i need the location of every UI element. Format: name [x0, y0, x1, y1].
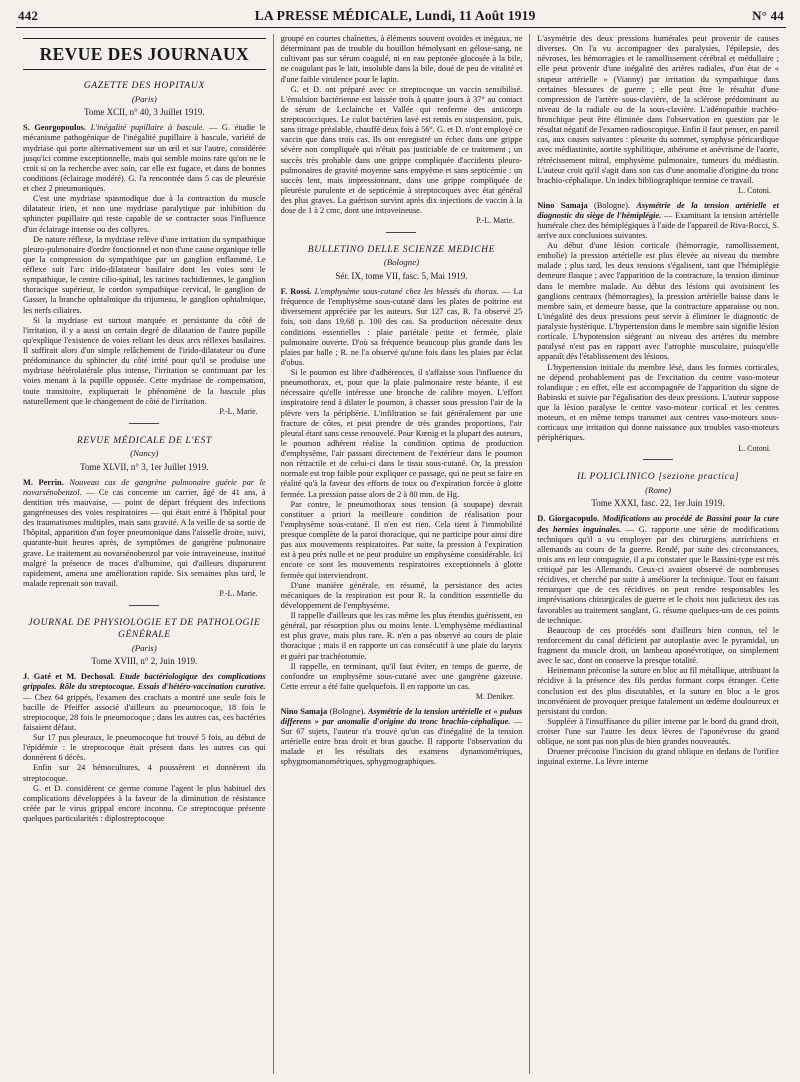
paragraph: L'hypertension initiale du membre lésé, dans les formes corticales, ne dépend probablement pas de l'excitation du centre vaso-moteur rolandique ; en effet, elle est accompagnée de l'apparition du signe de Babinski et suivie par l'égalisation des deux pressions. L'auteur suppose que la lésion paralyse le centre vaso-moteur cortical et les centres moteurs, et en même temps transmet aux centres vaso-moteurs sous-corticaux une irritation qui donne naissance aux troubles vaso-moteurs périphériques. — [537, 362, 779, 443]
article-text: — La fréquence de l'emphysème sous-cutané dans les plaies de poitrine est diversement appréciée par les auteurs. Sur 127 cas, R. l'a observé 25 fois, soit dans 19,68 p. 100 des cas. Sa production nécessite deux conditions essentielles : plaie pariétale petite et fermée, plaie pulmonaire ouverte. D'où sa fréquence beaucoup plus grande dans les plaies par balle ; R. ne l'a observé qu'une fois dans les plaies par éclat d'obus. — [280, 287, 523, 367]
paragraph: Beaucoup de ces procédés sont d'ailleurs bien connus, tel le renforcement du canal déficient par autoplastie avec le pyramidal, un fragment du muscle droit, un lambeau aponévrotique, ou simplement avec le sac, dont on conserve la presque totalité. — [537, 625, 779, 666]
article-place: (Bologne). — [329, 706, 366, 716]
column-1 — [16, 34, 273, 1074]
paragraph: Par contre, le pneumothorax sous tension (à soupape) devrait constituer a priori la meilleure condition de réalisation pour l'emphysème sous-cutané. Il n'en est rien. Cela tient à l'immobilité presque complète de la paroi thoracique, qui ne participe pour ainsi dire pas aux mouvements respiratoires. Par suite, la pression à l'expiration est à peu près nulle et ne peut produire un emphysème considérable. Ici encore ce sont les mouvements respiratoires exceptionnels à glotte fermée qui interviendront. — [280, 499, 523, 580]
column-2 — [273, 34, 530, 1074]
paragraph: groupé en courtes chaînettes, à éléments souvent ovoïdes et inégaux, ne déterminant pas de trouble du bouillon hémolysant en gélose-sang, ne cultivant pas sur sérum coagulé, ni en eau peptonée glucosée à la bile, ne coagulant pas le lait, insoluble dans la bile, doué de peu de vitalité et d'une faible virulence pour le lapin. — [280, 34, 523, 84]
signature: M. Deniker. — [475, 692, 515, 702]
journal-place: (Bologne) — [383, 257, 420, 268]
paragraph: De nature réflexe, la mydriase relève d'une irritation du sympathique pleuro-pulmonaire d'ordre fonctionnel et non d'une cause organique telle que la compression du sympathique par un ganglion enflammé. Le réflexe suit l'arc irido-dilatateur basilaire dont les voies sont le sympathique, le centre cilio-spinal, les racines rachidiennes, le ganglion thoracique supérieur, le cordon sympathique cervical, le ganglion de Gasser, la branche ophtalmique du trijumeau, le ganglion ophtalmique, les nerfs ciliaires. — [23, 234, 266, 315]
running-head — [16, 8, 786, 28]
journal-place: (Nancy) — [130, 448, 159, 459]
signature: P.-L. Marie. — [476, 216, 515, 226]
journal-title: JOURNAL DE PHYSIOLOGIE ET DE PATHOLOGIE GÉNÉRALE — [28, 616, 261, 641]
journal-issue: Tome XCII, n° 40, 3 Juillet 1919. — [83, 107, 205, 118]
article-text: — G. étudie le mécanisme pathogénique de l'inégalité pupillaire à bascule, variété de mydriase qui porte alternativement sur un œil et sur l'autre, considérée jusqu'ici comme exceptionnelle, mais qui semble moins rare qu'on ne le croit si on la recherche avec soin, car elle est fugace, et dans de bonnes conditions (éclairage modéré). G. l'a rencontrée dans 5 cas de pleurésie et chez 2 pneumoniques. — [23, 123, 266, 194]
article — [23, 123, 266, 194]
article-author: M. Perrin. — [23, 477, 64, 487]
article-author: S. Georgopoulos. — [23, 123, 87, 133]
paragraph: Suppléer à l'insuffisance du pilier interne par le bord du grand droit, croiser l'une sur l'autre les deux lèvres de l'aponévrose du grand oblique, ne sont pas non plus de bien grandes nouveautés. — [537, 716, 779, 747]
article-author: J. Gaté et M. Dechosal. — [23, 672, 115, 682]
article-title: Asymétrie de la tension artérielle et diagnostic du siège de l'hémiplégie. — [537, 200, 779, 220]
article-text: — Sur 67 sujets, l'auteur n'a trouvé qu'un cas d'inégalité de la tension artérielle entre bras droit et bras gauche. Il rapporte l'observation du malade et les résultats des examens dynamométriques, sphygmomanométriques, sphygmographiques. — [280, 716, 523, 767]
publication-title: LA PRESSE MÉDICALE, Lundi, 11 Août 1919 — [254, 8, 536, 23]
article — [537, 201, 779, 242]
paragraph: L'asymétrie des deux pressions humérales peut provenir de causes diverses. On l'a vu accompagner des paralysies, l'épilepsie, des névroses, les hémorragies et le ramollissement cérébral et médullaire ; elle peut provenir d'une inégalité des artères radiales, d'un état de « stupeur artérielle » (Vianny) par irritation du sympathique dans certaines blessures de guerre ; elle peut être le résultat d'une compression de l'artère sous-clavière, de la sclérose prédominant au niveau de la radiale ou de la sous-clavière. L'adénopathie trachéo-bronchique peut être éliminée dans l'observation en question par le résultat négatif de l'examen radioscopique. Enfin il faut penser, en pareil cas, aux causes suivantes : pleurite du sommet, symphyse péricardique avec médiastinite, aortite syphilitique, athérome et anévrisme de l'aorte, rétrécissement mitral, emphysème pulmonaire, tumeurs du médiastin. L'auteur croit qu'il s'agit dans son cas d'une anomalie d'origine du tronc brachio-céphalique. Un index bibliographique termine ce travail. — [537, 34, 779, 185]
article-title: Nouveau cas de gangrène pulmonaire guérie par le novarsénobenzol. — [23, 477, 266, 497]
paragraph: Il rappelle d'ailleurs que les cas même les plus étendus guérissent, en général, par résorption plus ou moins lente. L'emphysème médiastinal est plus grave, mais plus rare. R. n'en a pas observé au cours de plaie thoracique ; mais il en rapporte un cas consécutif à une plaie du larynx et guéri par trachéotomie. — [280, 611, 523, 661]
paragraph: Il rappelle, en terminant, qu'il faut éviter, en temps de guerre, de confondre un emphysème sous-cutané avec une gangrène gazeuse. Cette erreur a été faite quelquefois. Il en rapporte un cas. — [280, 661, 523, 691]
journal-title: GAZETTE DES HOPITAUX — [83, 80, 205, 92]
article-title: Modifications au procédé de Bassini pour la cure des hernies inguinales. — [537, 514, 779, 534]
signature: P.-L. Marie. — [219, 589, 258, 598]
article-author: D. Giorgacopulo. — [537, 514, 600, 524]
journal-issue: Tome XVIII, n° 2, Juin 1919. — [91, 656, 198, 667]
article-title: Asymétrie de la tension artérielle et « pulsus differens » par anomalie d'origine du tronc brachio-céphalique. — [280, 706, 523, 726]
article — [23, 478, 266, 589]
separator-rule — [386, 232, 416, 233]
article-text: — Examinant la tension artérielle humérale chez des hémiplégiques à l'aide de l'appareil de Riva-Rocci, S. arrive aux conclusions suivantes. — [537, 210, 779, 240]
paragraph: Enfin sur 24 hémocultures, 4 poussèrent et donnèrent du streptocoque. — [23, 763, 266, 783]
rubric-title: REVUE DES JOURNAUX — [23, 38, 266, 70]
column-3 — [529, 34, 786, 1074]
paragraph: Si le poumon est libre d'adhérences, il s'affaisse sous l'influence du pneumothorax, et, pour que la plaie pulmonaire reste béante, il est nécessaire qu'elle intéresse une bronche de calibre moyen. L'effort inspiratoire tend à dilater le poumon, à chasser sous pression l'air de la plèvre vers la périphérie. L'infiltration se fait généralement par une fracture de côtes, et peut prendre de très grandes proportions, l'air pleural étant sans cesse renouvelé. Pour Kœnig et la plupart des auteurs, le poumon adhérent réalise la condition optima de production d'emphysème, l'air passant directement de l'extérieur dans le poumon non rétractile et de celui-ci dans le tissu sous-cutané. Or, la pression normale est trop faible pour expliquer ce passage, qui ne peut se faire en réalité qu'à la faveur des efforts de toux ou d'expiration forcée à glotte fermée. La pression passe alors de 2 à 80 mm. de Hg. — [280, 368, 523, 499]
paragraph: D'une manière générale, en résumé, la persistance des actes mécaniques de la respiration est pour R. la condition essentielle du développement de l'emphysème. — [280, 580, 523, 610]
journal-place: (Paris) — [131, 93, 157, 104]
journal-place: (Paris) — [131, 642, 157, 653]
journal-place: (Rome) — [645, 484, 672, 495]
journal-title: IL POLICLINICO [sezione practica] — [577, 471, 740, 483]
article-place: (Bologne). — [594, 200, 630, 210]
paragraph: G. et D. ont préparé avec ce streptocoque un vaccin sensibilisé. L'émulsion bactérienne est laissée trois à quatre jours à 37° au contact de sérum de Leclainche et Vallée qui renferme des anticorps streptococciques. Le culot bactérien lavé est remis en suspension, puis, sans titrage préalable, chauffé deux fois à 56°. G. et D. n'ont employé ce vaccin que dans trois cas. Ils ont enregistré un échec dans une grippe sévère non compliquée qui n'était pas justiciable de ce traitement ; un succès très probable dans une grippe compliquée d'accidents pleuro-pulmonaires de gravité moyenne sans empyème et sans septicémie : un succès lent, mais impressionnant, dans une grippe compliquée de pleurésie purulente et de septicémie à streptocoques avec état général des plus graves. La guérison survint après dix injections de vaccin à la dose de 1 à 2 cmc, dont une intraveineuse. — [280, 84, 523, 216]
article-title: Etude bactériologique des complications grippales. Rôle du streptocoque. Essais d'hétéro-vaccination curative. — [23, 672, 266, 692]
signature: L. Cotoni. — [738, 443, 771, 453]
page-number: 442 — [18, 8, 39, 23]
article-title: L'inégalité pupillaire à bascule. — [90, 123, 205, 133]
journal-title: REVUE MÉDICALE DE L'EST — [76, 434, 212, 446]
article-text: — G. rapporte une série de modifications techniques qu'il a vu employer par des chirurgiens autrichiens et allemands au cours de la guerre. Rendé, par suite des circonstances, trois ans en leur compagnie, il a pu constater que le Bassini-type est très critiqué par les Allemands. Ceux-ci avaient observé de nombreuses récidives, et cherché par suite à améliorer la technique. Tout en faisant remarquer que de ces récidives on peut rendre responsables les imprévisations chirurgicales de guerre et le choix non judicieux des cas favorables au traitement sanglant, G. résume quelques-uns de ces points de technique. — [537, 524, 779, 625]
article-author: Nino Samaja — [537, 200, 588, 210]
separator-rule — [129, 423, 159, 424]
paragraph: C'est une mydriase spasmodique due à la contraction du muscle dilatateur irien, et non une mydriase paralytique par inhibition du sphincter pupillaire qui reste capable de se contracter sous l'influence d'un éclairage intense ou des collyres. — [23, 194, 266, 234]
three-columns — [16, 34, 786, 1074]
paragraph: Sur 17 pus pleuraux, le pneumocoque fut trouvé 5 fois, au début de l'épidémie : le streptocoque était présent dans les autres cas qui donnèrent 6 décès. — [23, 733, 266, 763]
paragraph: G. et D. considèrent ce germe comme l'agent le plus habituel des complications développées à la faveur de la diminution de résistance créée par le virus grippal encore inconnu. Ce streptocoque présente quelques particularités : diplostreptocoque — [23, 783, 266, 824]
article-title: L'emphysème sous-cutané chez les blessés du thorax. — [314, 287, 499, 297]
issue-number: N° 44 — [752, 8, 784, 23]
journal-issue: Sér. IX, tome VII, fasc. 5, Mai 1919. — [335, 271, 468, 282]
paragraph: Druener préconise l'incision du grand oblique en dedans de l'orifice inguinal externe. La lèvre interne — [537, 747, 779, 767]
article — [281, 707, 523, 768]
article-author: Nino Samaja — [280, 706, 328, 716]
paragraph: Si la mydriase est surtout marquée et persistante du côté de l'irritation, il y a aussi un certain degré de dilatation de l'autre pupille qu'explique l'existence de voies reliant les deux arcs réflexes basilaires. Il suffirait alors d'un simple relâchement de l'irido-dilatateur ou d'une prédominance du sphincter du côté irrité pour qu'il se produise une mydriase hétérolatérale plus intense, l'irritation se continuant par les voies menant à la pupille opposée. Cette mydriase de compensation, toute transitoire, expliquerait le phénomène de la bascule plus naturellement que le changement de côté de l'irritation. — [23, 315, 266, 406]
paragraph: Au début d'une lésion corticale (hémorragie, ramollissement, embolie) la pression artérielle est plus élevée au niveau du membre malade ; plus tard, les deux tensions s'égalisent, tant que l'hémiplégie demeure flasque ; avec l'apparition de la contracture, la tension diminue dans le membre malade. Au début des lésions qui avoisinent les ganglions centraux (hémorragies), la pression artérielle baisse dans le membre sain, et demeure basse, que la contracture apparaisse ou non. L'inégalité des deux pressions peut servir à éliminer le diagnostic de paralysie hystérique. L'hypertension dans le membre sain signifie lésion corticale. L'hypotension siégeant au niveau des artères du membre paralysé n'est pas en rapport avec l'atrophie musculaire, puisqu'elle apparaît dès l'établissement des lésions. — [537, 241, 779, 362]
article — [23, 672, 266, 733]
article — [281, 287, 523, 368]
article-text: — Chez 64 grippés, l'examen des crachats a montré une seule fois le bacille de Pfeiffer associé d'ailleurs au pneumocoque, 18 fois le streptocoque, 28 fois le pneumocoque ; dans les autres cas, ces bactéries faisaient défaut. — [23, 692, 266, 732]
signature: P.-L. Marie. — [219, 406, 258, 416]
paragraph: Heinemann préconise la suture en bloc au fil métallique, attribuant la récidive à la présence des fils perdus formant corps étranger. Cette conclusion est des plus discutables, et la suture en bloc a le gros inconvénient de provoquer presque fatalement un œdème douloureux et persistant du cordon. — [537, 666, 779, 716]
article — [537, 514, 779, 625]
article-text: — Ce cas concerne un carrier, âgé de 41 ans, à dentition très mauvaise, — point de départ fréquent des infections gangréneuses des voies respiratoires — qui était entré à l'hôpital pour des traumatismes multiples, mais sans gravité. A la veille de sa sortie de l'hôpital, apparition d'un foyer pneumonique dans l'aisselle droite, suivi, quarante-huit heures après, de symptômes de gangrène pulmonaire grave. Le traitement au novarsénobenzol par voie intraveineuse, institué malgré la présence de traces d'albumine, qui d'ailleurs disparurent rapidement, amena une amélioration rapide. Six semaines plus tard, le malade reprenait son travail. — [23, 487, 266, 588]
journal-issue: Tome XXXI, fasc. 22, 1er Juin 1919. — [591, 498, 725, 509]
signature: L. Cotoni. — [738, 185, 771, 195]
journal-title: BULLETINO DELLE SCIENZE MEDICHE — [307, 243, 496, 255]
journal-issue: Tome XLVII, n° 3, 1er Juillet 1919. — [80, 461, 209, 472]
separator-rule — [129, 605, 159, 606]
article-author: F. Rossi. — [280, 287, 312, 297]
separator-rule — [643, 459, 673, 460]
